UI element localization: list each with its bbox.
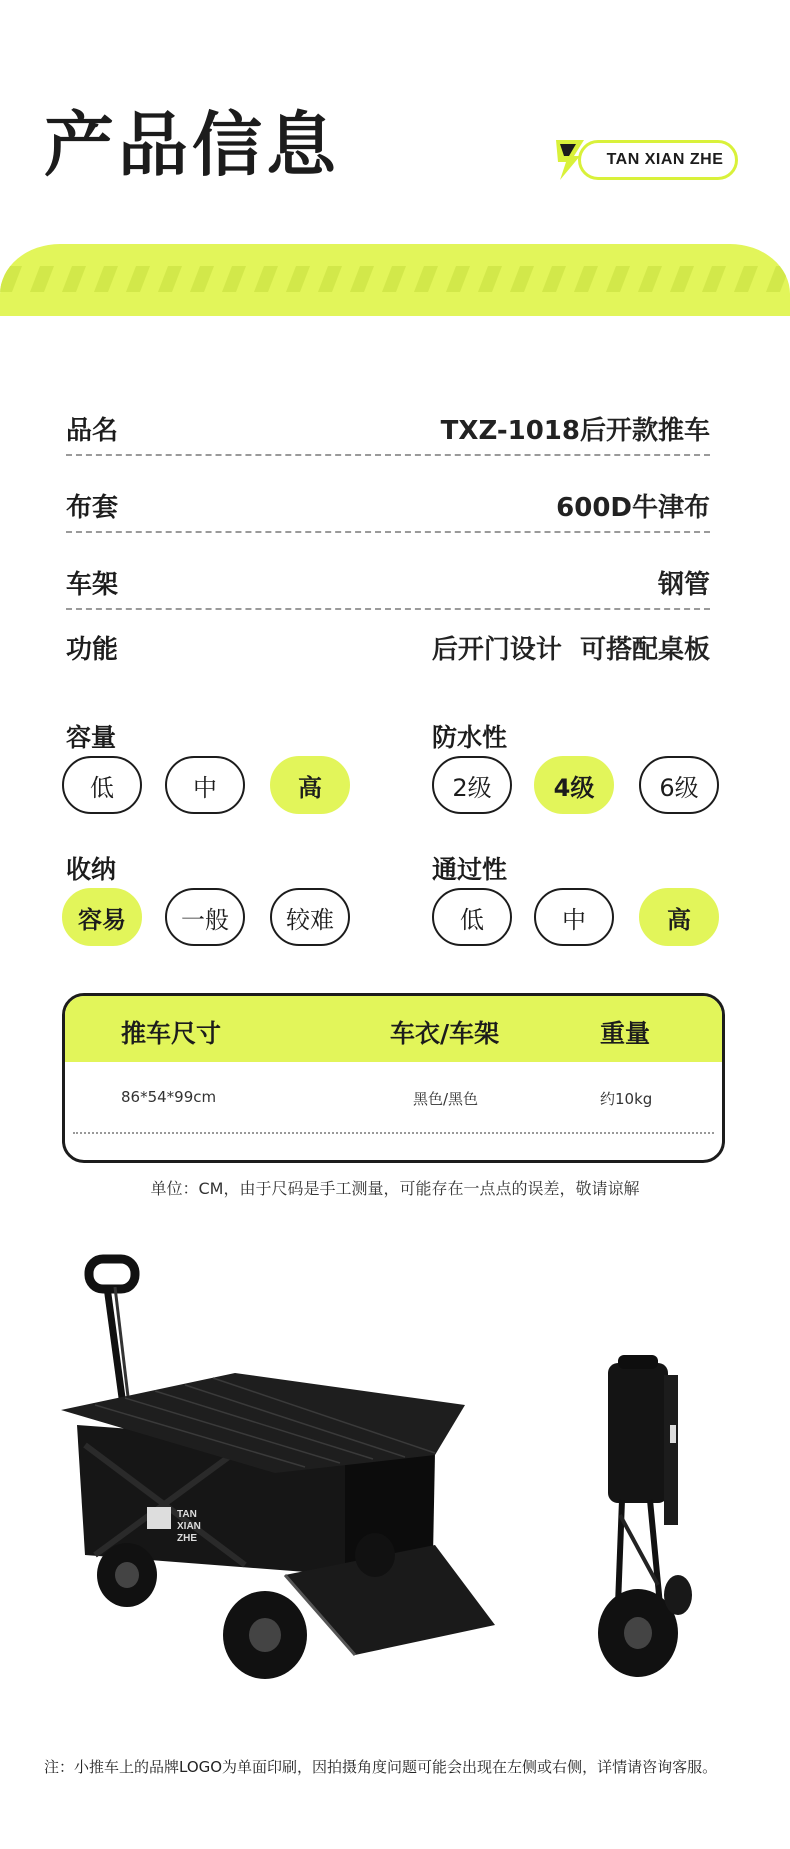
table-header-color: 车衣/车架 [390,1019,500,1048]
spec-row-fabric [66,479,710,531]
capacity-label: 容量 [66,723,117,752]
table-header-weight: 重量 [600,1019,651,1048]
waterproof-option-2: 2级 [432,756,512,814]
size-table [62,993,725,1163]
svg-text:ZHE: ZHE [177,1533,197,1544]
page-title: 产品信息 [44,104,340,186]
spec-row-frame [66,556,710,608]
spec-label: 车架 [66,569,119,600]
passability-option-low: 低 [432,888,512,946]
waterproof-label: 防水性 [432,723,508,752]
brand-name: TAN XIAN ZHE [606,151,724,168]
capacity-option-mid: 中 [165,756,245,814]
svg-text:XIAN: XIAN [177,1521,201,1532]
svg-text:TAN: TAN [177,1509,197,1520]
capacity-option-low: 低 [62,756,142,814]
table-cell-weight: 约10kg [600,1090,653,1108]
waterproof-option-4: 4级 [534,756,614,814]
unit-note: 单位：CM，由于尺码是手工测量，可能存在一点点的误差，敬请谅解 [150,1179,640,1198]
spec-label: 品名 [66,415,119,446]
cart-open-image [55,1245,515,1695]
spec-value: 600D牛津布 [556,492,710,523]
logo-note: 注：小推车上的品牌LOGO为单面印刷，因拍摄角度问题可能会出现在左侧或右侧，详情请咨询客服。 [44,1758,718,1776]
accent-band [0,244,790,316]
spec-value: 钢管 [657,569,710,600]
divider [66,608,710,610]
brand-logo [550,136,740,184]
storage-option-easy: 容易 [62,888,142,946]
cart-folded-image [590,1355,700,1680]
passability-option-mid: 中 [534,888,614,946]
stripe-pattern-icon [0,244,790,316]
waterproof-option-6: 6级 [639,756,719,814]
spec-value: 后开门设计 可搭配桌板 [431,634,710,665]
spec-label: 布套 [66,492,119,523]
divider [66,531,710,533]
table-divider [73,1132,714,1134]
spec-label: 功能 [66,634,119,665]
passability-label: 通过性 [432,855,508,884]
passability-option-high: 高 [639,888,719,946]
brand-mark-icon [550,136,590,184]
table-header-size: 推车尺寸 [121,1019,222,1048]
divider [66,454,710,456]
spec-value: TXZ-1018后开款推车 [440,415,710,446]
storage-option-hard: 较难 [270,888,350,946]
table-cell-color: 黑色/黑色 [413,1090,479,1108]
brand-logo-pill [578,140,738,180]
capacity-option-high: 高 [270,756,350,814]
spec-row-name [66,402,710,454]
spec-row-function [66,621,710,673]
table-cell-size: 86*54*99cm [121,1088,217,1106]
storage-label: 收纳 [66,855,117,884]
storage-option-normal: 一般 [165,888,245,946]
